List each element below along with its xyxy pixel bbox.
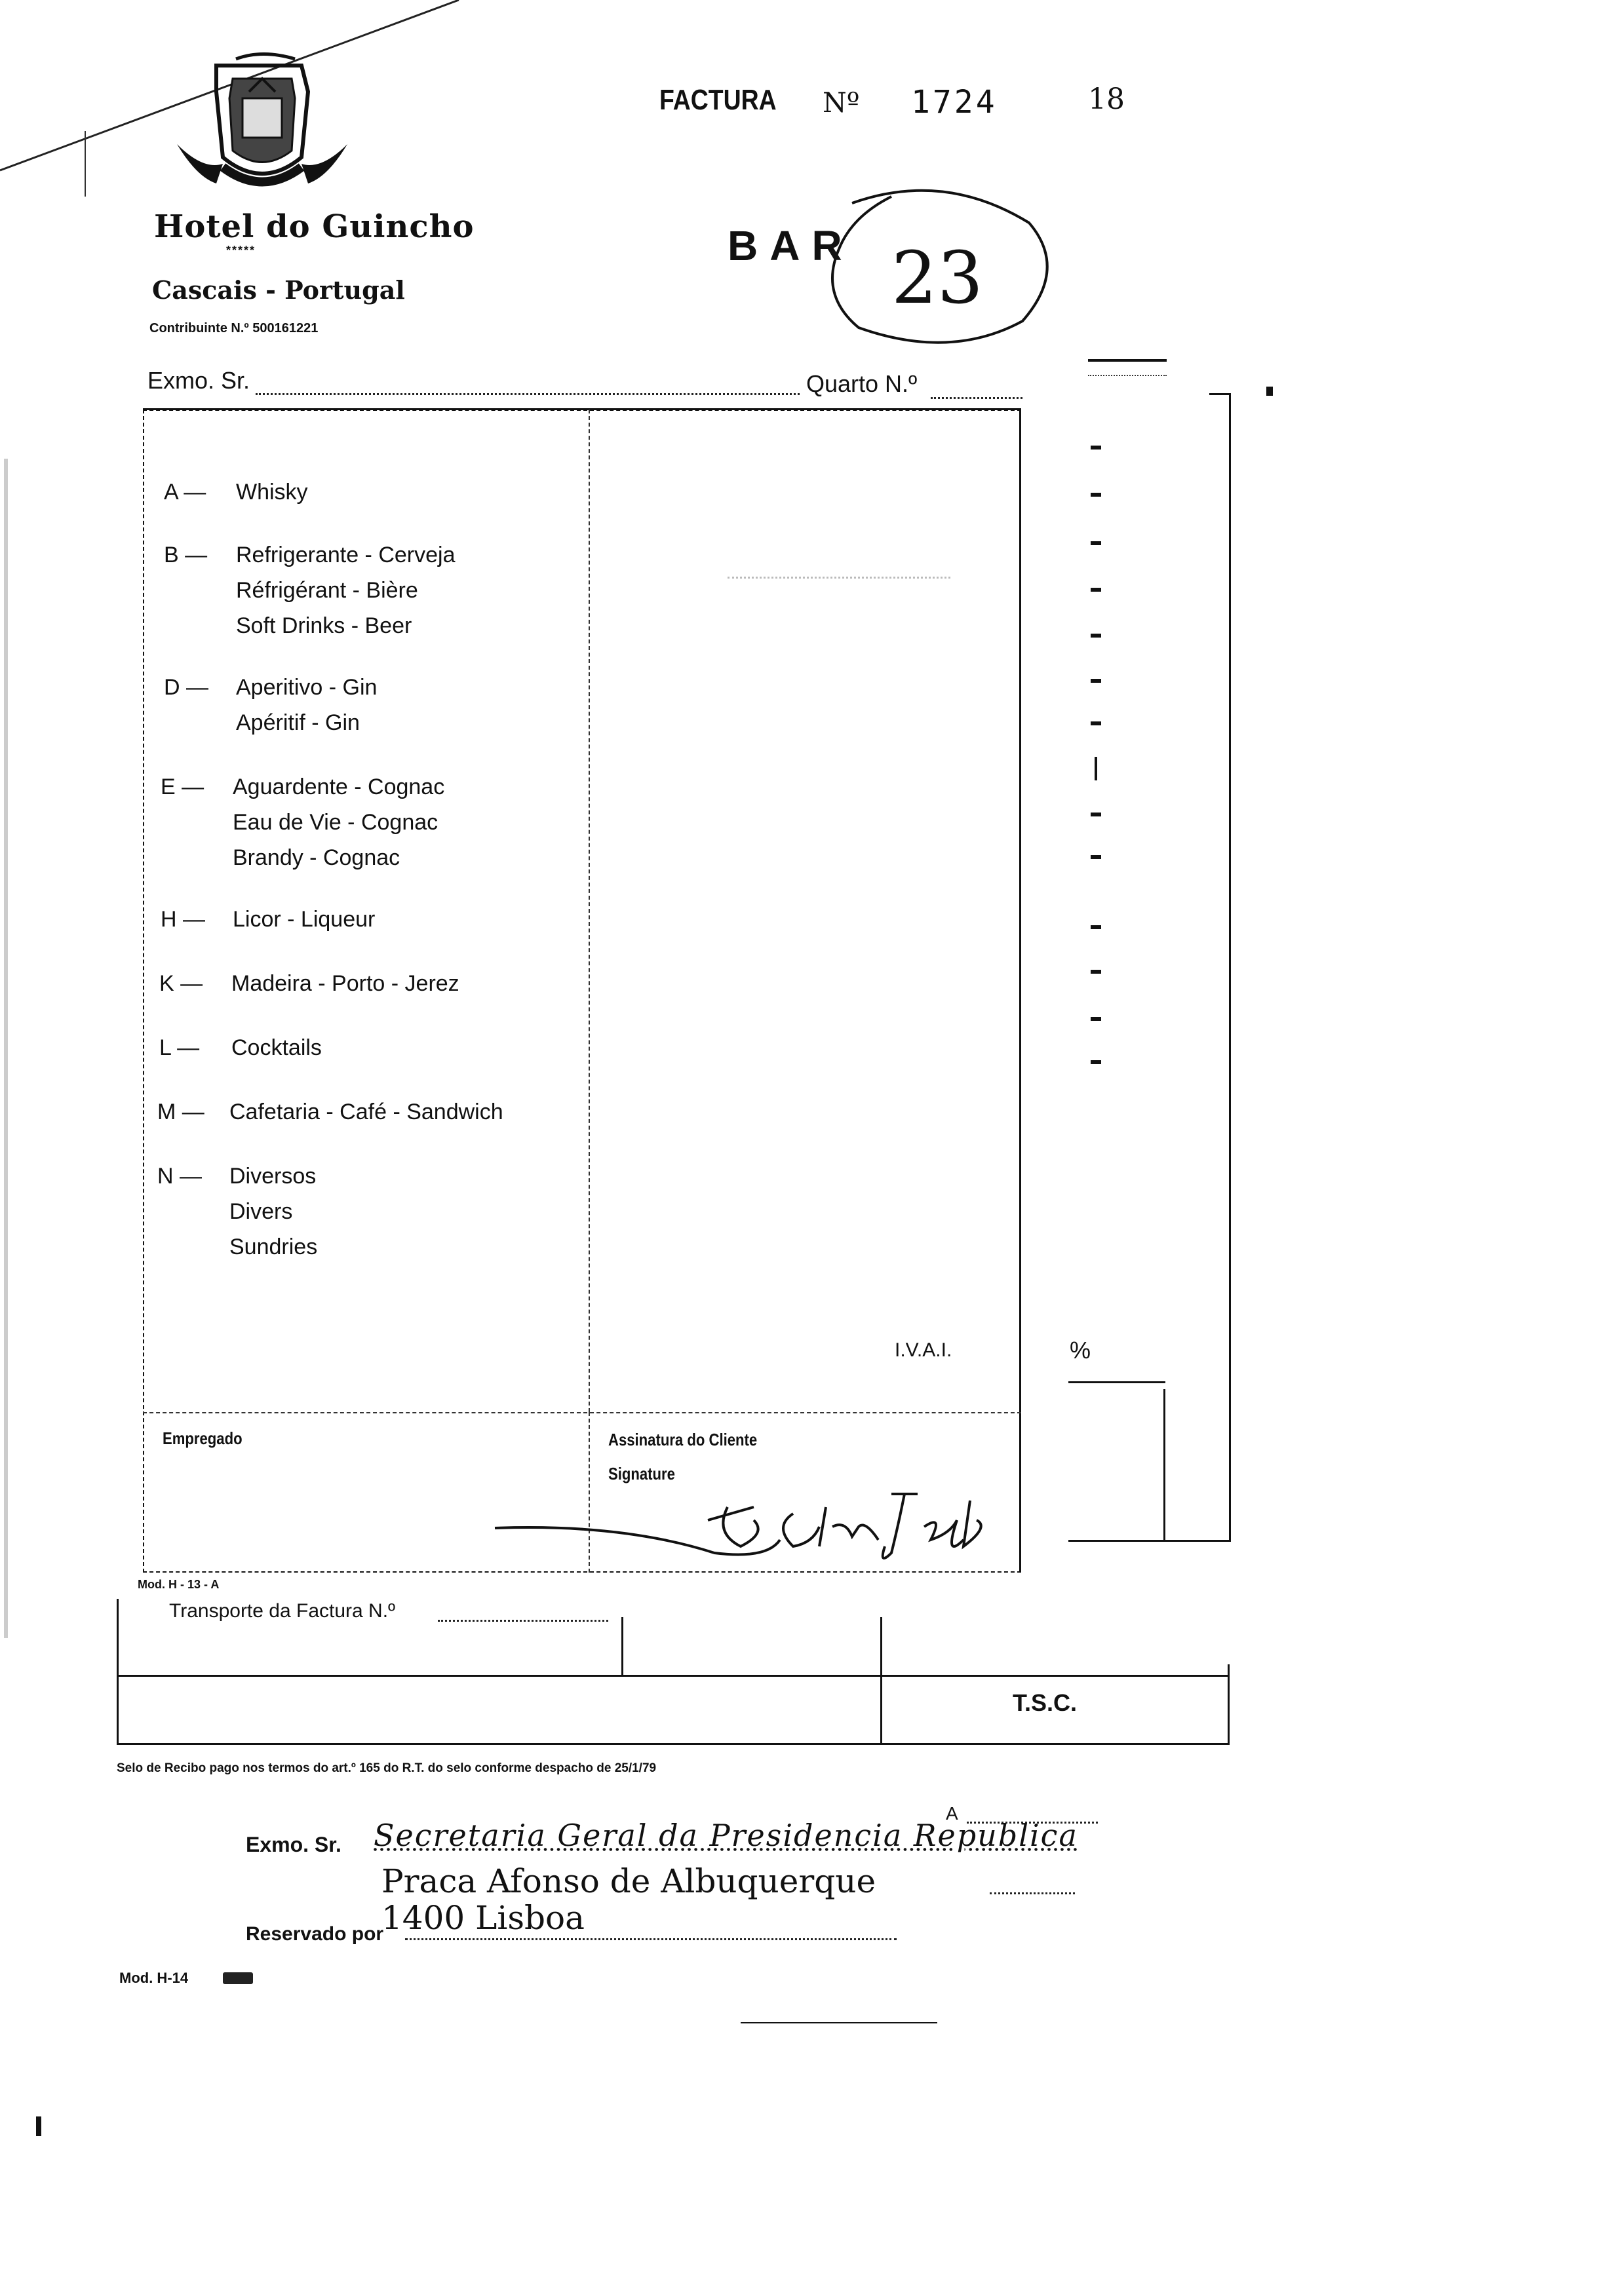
signature-label: Assinatura do Cliente xyxy=(608,1430,758,1449)
invoice-number-symbol: Nº xyxy=(823,86,860,119)
form-code-h14: Mod. H-14 xyxy=(119,1970,189,1986)
addressee-line-1: Secretaria Geral da Presidencia Republica xyxy=(374,1818,1078,1853)
lower-table-bottom xyxy=(117,1743,1230,1745)
exmo-dotted-field xyxy=(256,393,800,395)
signature-area-top-rule xyxy=(143,1412,1021,1413)
amount-tick xyxy=(1091,855,1101,859)
category-k: K — Madeira - Porto - Jerez xyxy=(159,971,459,996)
right-bracket-bottom xyxy=(1068,1540,1231,1542)
category-a: A — Whisky xyxy=(164,480,308,505)
iva-rule xyxy=(1068,1381,1165,1383)
hotel-crest-logo xyxy=(170,52,354,203)
printer-mark xyxy=(223,1972,253,1984)
customer-signature xyxy=(492,1481,1016,1579)
amount-tick xyxy=(1091,813,1101,816)
scan-dot xyxy=(1266,387,1273,396)
amount-tick xyxy=(1091,721,1101,725)
faint-marks xyxy=(728,577,950,605)
transport-dotted-field xyxy=(438,1620,608,1622)
scan-line xyxy=(741,2022,937,2023)
amount-tick xyxy=(1091,970,1101,974)
tsc-label: T.S.C. xyxy=(1013,1689,1078,1716)
amount-tick xyxy=(1091,925,1101,929)
amount-column-top-rule-2 xyxy=(1088,375,1167,376)
category-e: E — Aguardente - Cognac Eau de Vie - Cognac Brandy - Cognac xyxy=(161,775,445,870)
amount-column-top-rule xyxy=(1088,359,1167,362)
exmo-label: Exmo. Sr. xyxy=(147,367,250,394)
addressee-line-3: 1400 Lisboa xyxy=(381,1899,585,1937)
items-column-divider xyxy=(589,410,590,1412)
amount-column-inner-edge xyxy=(1163,1389,1165,1540)
hotel-location: Cascais - Portugal xyxy=(152,275,405,305)
lower-exmo-label: Exmo. Sr. xyxy=(246,1833,341,1856)
category-h: H — Licor - Liqueur xyxy=(161,907,376,932)
scan-dot xyxy=(36,2116,41,2136)
amount-tick xyxy=(1091,588,1101,592)
category-n: N — Diversos Divers Sundries xyxy=(157,1164,318,1259)
hotel-name: Hotel do Guincho xyxy=(154,208,475,245)
invoice-number: 1724 xyxy=(911,84,998,121)
corner-number: 18 xyxy=(1088,83,1125,116)
category-m: M — Cafetaria - Café - Sandwich xyxy=(157,1100,503,1124)
right-bracket xyxy=(1229,393,1231,1540)
quarto-label: Quarto N.º xyxy=(806,370,918,397)
amount-tick xyxy=(1095,757,1097,780)
category-l: L — Cocktails xyxy=(159,1035,322,1060)
hotel-stars: ***** xyxy=(226,244,256,257)
iva-label: I.V.A.I. xyxy=(895,1339,952,1361)
category-d: D — Aperitivo - Gin Apéritif - Gin xyxy=(164,675,378,735)
addressee-line-2: Praca Afonso de Albuquerque xyxy=(381,1862,876,1900)
bar-section-label: BAR xyxy=(728,222,854,269)
reservado-label: Reservado por xyxy=(246,1923,384,1945)
amount-tick xyxy=(1091,1017,1101,1021)
scan-edge-left xyxy=(4,459,8,1638)
quarto-dotted-field xyxy=(931,397,1022,399)
addressee-line-2-dotted-field xyxy=(990,1892,1075,1894)
lower-a-label: A xyxy=(946,1803,958,1824)
employee-label: Empregado xyxy=(163,1428,243,1448)
percent-sign: % xyxy=(1070,1337,1091,1364)
factura-label: FACTURA xyxy=(659,84,777,116)
amount-tick xyxy=(1091,446,1101,450)
category-b: B — Refrigerante - Cerveja Réfrigérant - Bière Soft Drinks - Beer xyxy=(164,543,456,638)
circled-number: 23 xyxy=(891,236,983,320)
items-box-top-rule xyxy=(143,408,1021,410)
items-box-right-edge xyxy=(1019,410,1021,1573)
amount-tick xyxy=(1091,493,1101,497)
receipt-note: Selo de Recibo pago nos termos do art.º 165 do R.T. do selo conforme despacho de 25/1/79 xyxy=(117,1761,657,1775)
form-code-h13: Mod. H - 13 - A xyxy=(138,1578,220,1591)
transport-label: Transporte da Factura N.º xyxy=(169,1600,395,1622)
lower-table-divider-1 xyxy=(621,1617,623,1675)
lower-table-left xyxy=(117,1599,119,1744)
reservado-dotted-field xyxy=(405,1938,897,1940)
lower-table-divider-2 xyxy=(880,1617,882,1744)
amount-tick xyxy=(1091,541,1101,545)
amount-tick xyxy=(1091,1060,1101,1064)
signature-label-en: Signature xyxy=(608,1464,675,1483)
hotel-tax-id: Contribuinte N.º 500161221 xyxy=(149,321,319,335)
lower-table-right xyxy=(1228,1664,1230,1744)
lower-table-row-rule xyxy=(117,1675,1230,1677)
amount-tick xyxy=(1091,634,1101,638)
amount-tick xyxy=(1091,679,1101,683)
right-bracket-top xyxy=(1209,393,1231,395)
